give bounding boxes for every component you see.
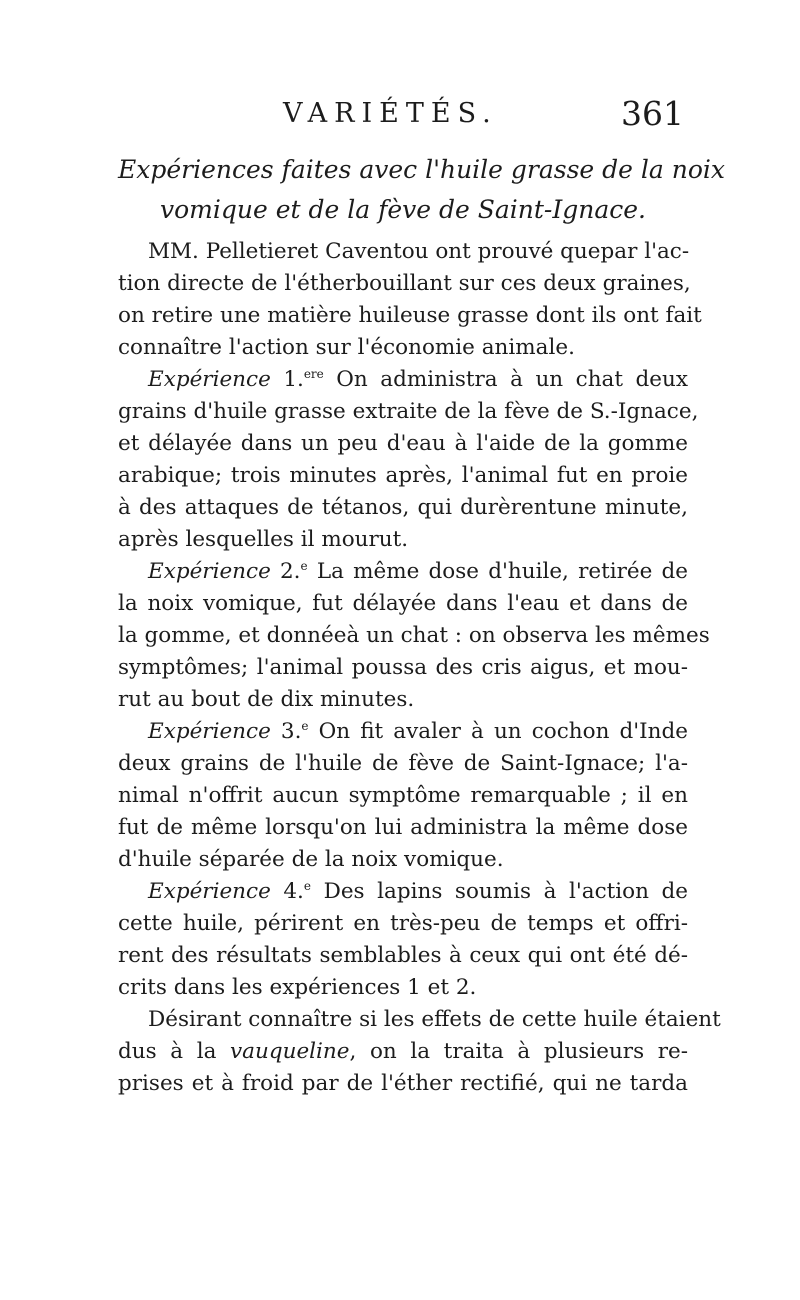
- experience-label: Expérience: [148, 559, 271, 584]
- ordinal-suffix: e: [301, 718, 309, 733]
- text-line: symptômes; l'animal poussa des cris aigus, et mou-: [118, 655, 688, 680]
- paragraph-intro: [118, 236, 702, 364]
- text-line: arabique; trois minutes après, l'animal fut en proie: [118, 463, 688, 488]
- text-line: tion directe de l'étherbouillant sur ces deux graines,: [118, 271, 691, 296]
- ordinal-suffix: e: [300, 558, 308, 573]
- text-line: [118, 1036, 688, 1068]
- page-number: 361: [621, 94, 684, 133]
- ordinal-suffix: ere: [303, 366, 324, 381]
- body-text: [118, 236, 721, 1100]
- paragraph-experience-4: [118, 876, 688, 1004]
- text-line: crits dans les expériences 1 et 2.: [118, 975, 477, 1000]
- text-line: à des attaques de tétanos, qui durèrentune minute,: [118, 495, 688, 520]
- text-line: rent des résultats semblables à ceux qui ont été dé-: [118, 943, 688, 968]
- paragraph-experience-1: [118, 364, 699, 556]
- experience-label: Expérience: [148, 879, 271, 904]
- text-line: la gomme, et donnéeà un chat : on observa les mêmes: [118, 623, 710, 648]
- text-line: d'huile séparée de la noix vomique.: [118, 847, 504, 872]
- text-line: deux grains de l'huile de fève de Saint-Ignace; l'a-: [118, 751, 688, 776]
- text-line: et délayée dans un peu d'eau à l'aide de la gomme: [118, 431, 688, 456]
- text-line: [118, 876, 688, 908]
- experience-number: 1.: [283, 367, 304, 392]
- experience-number: 3.: [280, 719, 302, 744]
- text-line: prises et à froid par de l'éther rectifié, qui ne tarda: [118, 1071, 688, 1096]
- text-line: cette huile, périrent en très-peu de temps et offri-: [118, 911, 688, 936]
- paragraph-experience-3: [118, 716, 688, 876]
- text-line: nimal n'offrit aucun symptôme remarquable ; il en: [118, 783, 688, 808]
- text-fragment: On fit avaler à un cochon d'Inde: [318, 719, 689, 744]
- text-line: fut de même lorsqu'on lui administra la même dose: [118, 815, 688, 840]
- section-title: [118, 150, 726, 230]
- section-title-line: vomique et de la fève de Saint-Ignace.: [159, 195, 646, 224]
- text-line: après lesquelles il mourut.: [118, 527, 409, 552]
- experience-number: 4.: [283, 879, 304, 904]
- vauqueline-term: vauqueline: [230, 1039, 350, 1064]
- text-line: grains d'huile grasse extraite de la fève de S.-Ignace,: [118, 399, 699, 424]
- text-fragment: On administra à un chat deux: [336, 367, 688, 392]
- section-title-line: Expériences faites avec l'huile grasse de la noix: [118, 155, 726, 184]
- paragraph-conclusion: [118, 1004, 721, 1100]
- text-line: MM. Pelletieret Caventou ont prouvé quepar l'ac-: [148, 239, 690, 264]
- page-header: [118, 94, 688, 138]
- text-line: rut au bout de dix minutes.: [118, 687, 415, 712]
- text-line: la noix vomique, fut délayée dans l'eau et dans de: [118, 591, 688, 616]
- text-fragment: , on la traita à plusieurs re-: [349, 1039, 688, 1064]
- text-line: [118, 716, 688, 748]
- ordinal-suffix: e: [303, 878, 311, 893]
- experience-label: Expérience: [148, 367, 271, 392]
- text-fragment: dus à la: [118, 1039, 217, 1064]
- text-line: connaître l'action sur l'économie animale.: [118, 335, 575, 360]
- text-fragment: La même dose d'huile, retirée de: [316, 559, 688, 584]
- text-fragment: Des lapins soumis à l'action de: [323, 879, 688, 904]
- running-head: VARIÉTÉS.: [283, 98, 498, 129]
- text-line: [118, 556, 688, 588]
- text-line: [118, 364, 688, 396]
- experience-number: 2.: [280, 559, 301, 584]
- experience-label: Expérience: [148, 719, 271, 744]
- paragraph-experience-2: [118, 556, 710, 716]
- text-line: Désirant connaître si les effets de cette huile étaient: [148, 1007, 721, 1032]
- text-line: on retire une matière huileuse grasse dont ils ont fait: [118, 303, 702, 328]
